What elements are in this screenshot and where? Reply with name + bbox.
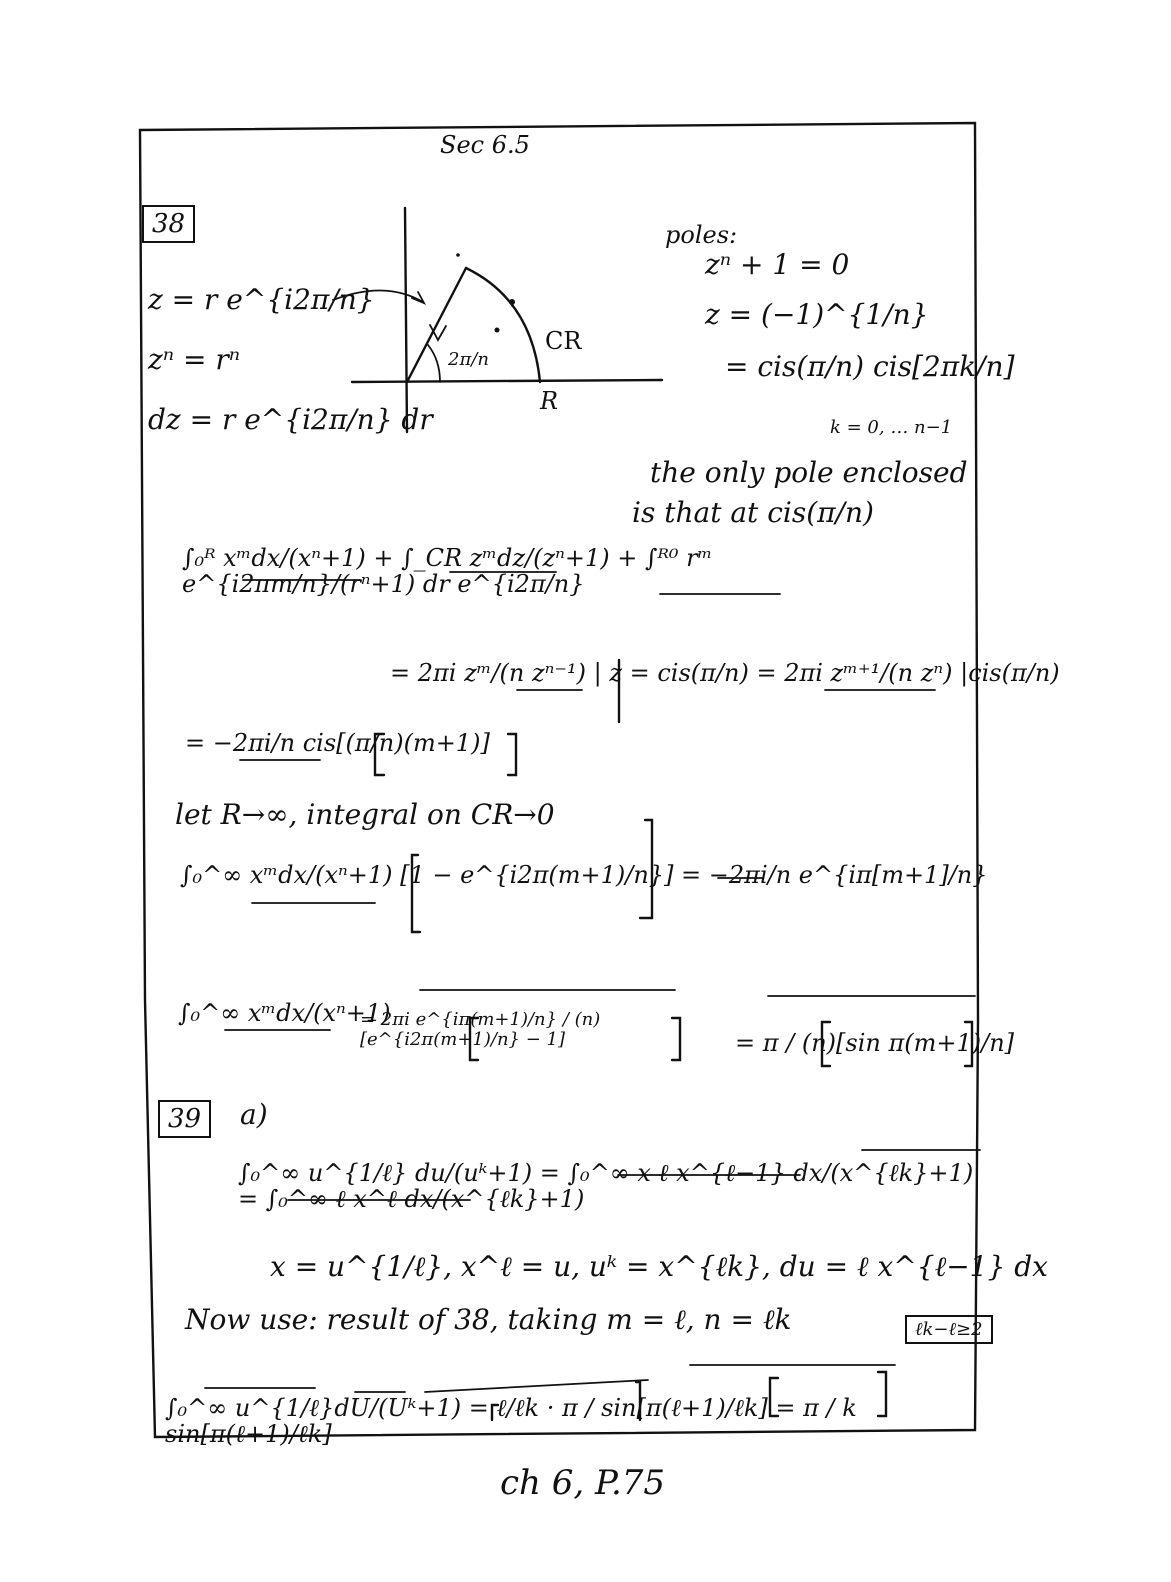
diagram-x-axis	[352, 380, 662, 382]
problem-39-label: 39	[158, 1100, 211, 1138]
diagram-radius-label: R	[540, 387, 559, 415]
zn-definition: zⁿ = rⁿ	[148, 343, 241, 376]
poles-equation: zⁿ + 1 = 0	[705, 248, 850, 281]
final-rhs: = π / (n)[sin π(m+1)/n]	[735, 1029, 1015, 1057]
poles-root: z = (−1)^{1/n}	[705, 298, 929, 331]
diagram-arc-label: CR	[545, 327, 582, 355]
limit-text: let R→∞, integral on CR→0	[175, 798, 555, 831]
diagram-y-axis	[405, 208, 407, 432]
only-pole-text: the only pole enclosed	[650, 456, 968, 489]
substitution-line: x = u^{1/ℓ}, x^ℓ = u, uᵏ = x^{ℓk}, du = ℓ x^{ℓ−1} dx	[270, 1250, 1048, 1283]
problem-39-part: a)	[240, 1098, 268, 1131]
arc-dot	[509, 299, 515, 305]
poles-cis: = cis(π/n) cis[2πk/n]	[725, 350, 1015, 383]
problem-38-label: 38	[142, 205, 195, 243]
angle-arc	[428, 345, 440, 382]
page-reference: ch 6, P.75	[500, 1463, 666, 1503]
final-middle: = 2πi e^{iπ(m+1)/n} / (n)[e^{i2π(m+1)/n} − 1]	[360, 1009, 601, 1050]
only-pole-at-text: is that at cis(π/n)	[632, 496, 874, 529]
final-lhs: ∫₀^∞ xᵐdx/(xⁿ+1)	[178, 999, 391, 1027]
section-header: Sec 6.5	[440, 131, 530, 159]
z-definition: z = r e^{i2π/n}	[148, 283, 375, 316]
diagram-angle-label: 2π/n	[448, 349, 489, 370]
contour-integral-equation: ∫₀ᴿ xᵐdx/(xⁿ+1) + ∫_CR zᵐdz/(zⁿ+1) + ∫ᴿ⁰ rᵐ e^{i2πm/n}/(rⁿ+1) dr e^{i2π/n}	[182, 544, 713, 599]
now-use-line: Now use: result of 38, taking m = ℓ, n = ℓk	[185, 1303, 792, 1336]
residue-result: = −2πi/n cis[(π/n)(m+1)]	[185, 729, 490, 757]
condition-box: ℓk−ℓ≥2	[905, 1315, 993, 1344]
residue-equation: = 2πi zᵐ/(n zⁿ⁻¹) | z = cis(π/n) = 2πi zᵐ⁺¹/(n zⁿ) |cis(π/n)	[390, 659, 1060, 687]
pole-dot	[495, 328, 500, 333]
poles-k-range: k = 0, … n−1	[830, 417, 953, 438]
limit-equation: ∫₀^∞ xᵐdx/(xⁿ+1) [1 − e^{i2π(m+1)/n}] = −2πi/n e^{iπ[m+1]/n}	[180, 861, 988, 889]
problem-39-final: ∫₀^∞ u^{1/ℓ}dU/(Uᵏ+1) = ℓ/ℓk · π / sin[π(ℓ+1)/ℓk] = π / k sin[π(ℓ+1)/ℓk]	[165, 1394, 857, 1449]
problem-39-equation: ∫₀^∞ u^{1/ℓ} du/(uᵏ+1) = ∫₀^∞ x ℓ x^{ℓ−1} dx/(x^{ℓk}+1) = ∫₀^∞ ℓ x^ℓ dx/(x^{ℓk}+1)	[238, 1159, 974, 1214]
dz-definition: dz = r e^{i2π/n} dr	[148, 403, 433, 436]
poles-title: poles:	[665, 221, 738, 249]
